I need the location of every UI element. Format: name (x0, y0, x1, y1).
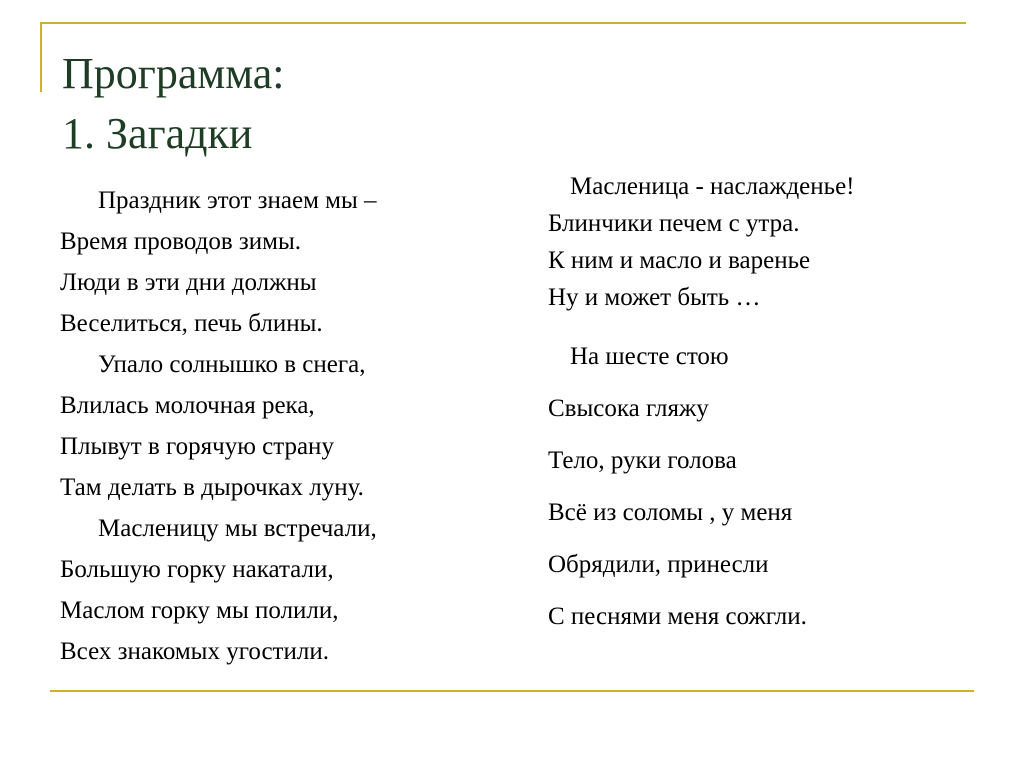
riddle-line: Праздник этот знаем мы – (98, 187, 377, 214)
riddle-line: Масленицу мы встречали, (98, 515, 377, 542)
slide-title (62, 44, 285, 164)
riddle-line: Упало солнышко в снега, (98, 351, 366, 378)
riddle-line: Масленица - наслажденье! (570, 173, 855, 200)
riddle-line: Обрядили, принесли (548, 551, 769, 578)
riddle-line: К ним и масло и варенье (548, 247, 811, 274)
bottom-accent-rule (50, 690, 974, 692)
riddle-line: Люди в эти дни должны (60, 269, 317, 296)
riddle-line: Там делать в дырочках луну. (60, 474, 364, 501)
right-riddle-column (548, 168, 988, 643)
title-line-1: Программа: (62, 49, 285, 98)
riddle-line: На шесте стою (570, 343, 729, 370)
top-accent-rule (40, 22, 966, 24)
left-accent-rule (40, 22, 42, 92)
riddle-line: Маслом горку мы полили, (60, 597, 339, 624)
riddle-line: Большую горку накатали, (60, 556, 334, 583)
riddle-line: Блинчики печем с утра. (548, 210, 800, 237)
riddle-line: С песнями меня сожгли. (548, 603, 807, 630)
riddle-line: Плывут в горячую страну (60, 433, 334, 460)
riddle-line: Всех знакомых угостили. (60, 638, 329, 665)
title-line-2: 1. Загадки (62, 109, 253, 158)
riddle-line: Влилась молочная река, (60, 392, 315, 419)
riddle-line: Ну и может быть … (548, 284, 761, 311)
left-riddle-column (60, 180, 500, 672)
riddle-line: Время проводов зимы. (60, 228, 302, 255)
riddle-line: Всё из соломы , у меня (548, 499, 793, 526)
riddle-line: Веселиться, печь блины. (60, 310, 323, 337)
riddle-line: Свысока гляжу (548, 395, 709, 422)
riddle-line: Тело, руки голова (548, 447, 737, 474)
